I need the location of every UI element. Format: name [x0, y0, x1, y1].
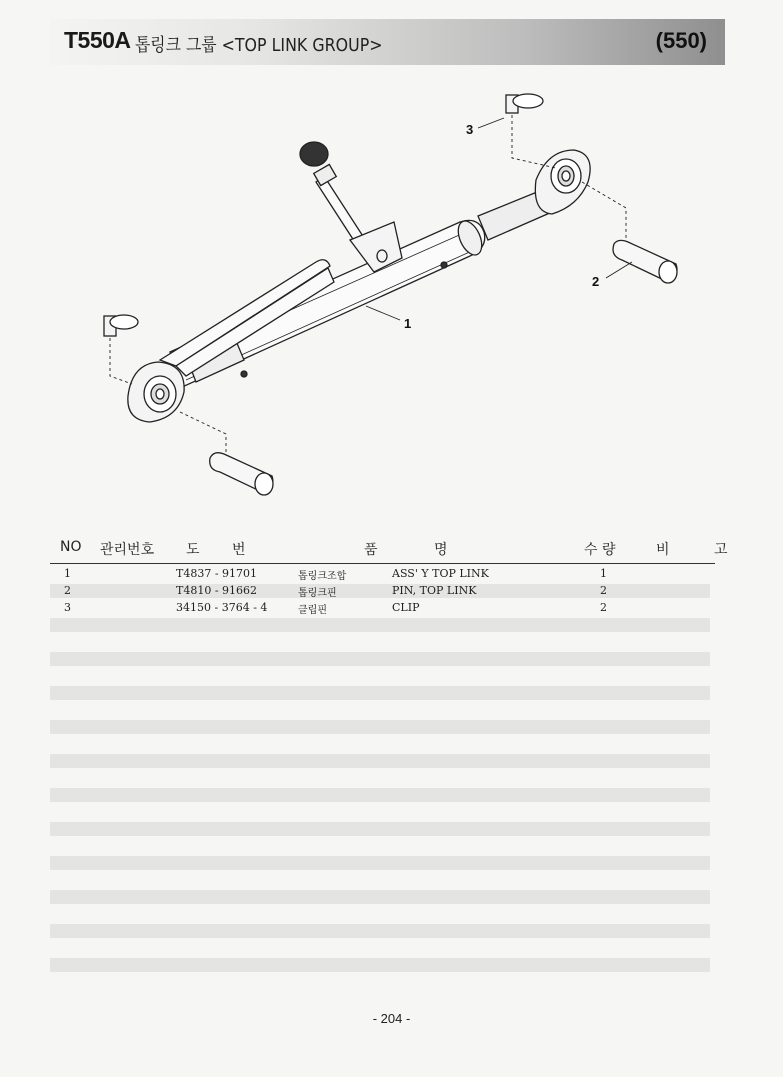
row-name-en: CLIP	[392, 601, 420, 614]
group-title: 톱링크 그룹 <TOP LINK GROUP>	[135, 35, 383, 56]
adjust-lever	[300, 142, 402, 272]
col-no: NO	[60, 539, 82, 555]
model-code: T550A	[64, 27, 131, 53]
col-remarks: 비 고	[656, 542, 748, 558]
col-name-2: 명	[434, 542, 448, 558]
row-name-kr: 톱링크조합	[298, 571, 347, 582]
page-number: - 204 -	[372, 1011, 411, 1026]
header-rule	[50, 563, 715, 564]
right-eye-end	[535, 150, 590, 214]
table-row	[50, 566, 710, 582]
clip-left	[104, 315, 138, 336]
pin-left	[210, 453, 273, 495]
row-part-number: T4837 - 91701	[176, 567, 258, 580]
page-code: (550)	[655, 28, 707, 53]
row-part-number: 34150 - 3764 - 4	[176, 601, 268, 614]
parts-table-header	[50, 536, 748, 560]
clip-right	[506, 94, 543, 113]
col-drawing-1: 도	[186, 542, 200, 558]
top-link-diagram	[0, 70, 783, 510]
col-qty: 수 량	[584, 542, 616, 558]
row-qty: 2	[600, 584, 607, 597]
row-name-en: PIN, TOP LINK	[392, 584, 477, 597]
row-name-kr: 톱링크핀	[298, 588, 337, 599]
row-qty: 2	[600, 601, 607, 614]
row-qty: 1	[600, 567, 607, 580]
row-no: 1	[64, 567, 71, 580]
table-row	[50, 583, 710, 599]
page-header	[50, 19, 725, 65]
left-eye-end	[128, 362, 184, 422]
row-no: 2	[64, 584, 71, 597]
row-part-number: T4810 - 91662	[176, 584, 258, 597]
callout-3: 3	[466, 122, 474, 137]
col-drawing-2: 번	[232, 542, 246, 558]
row-name-en: ASS' Y TOP LINK	[392, 567, 489, 580]
col-control-number: 관리번호	[100, 542, 155, 558]
pin-right	[613, 240, 677, 283]
callout-2: 2	[592, 274, 600, 289]
col-name-1: 품	[364, 542, 378, 558]
row-no: 3	[64, 601, 71, 614]
callout-1: 1	[404, 316, 412, 331]
table-row	[50, 600, 710, 616]
row-name-kr: 클립핀	[298, 605, 327, 616]
